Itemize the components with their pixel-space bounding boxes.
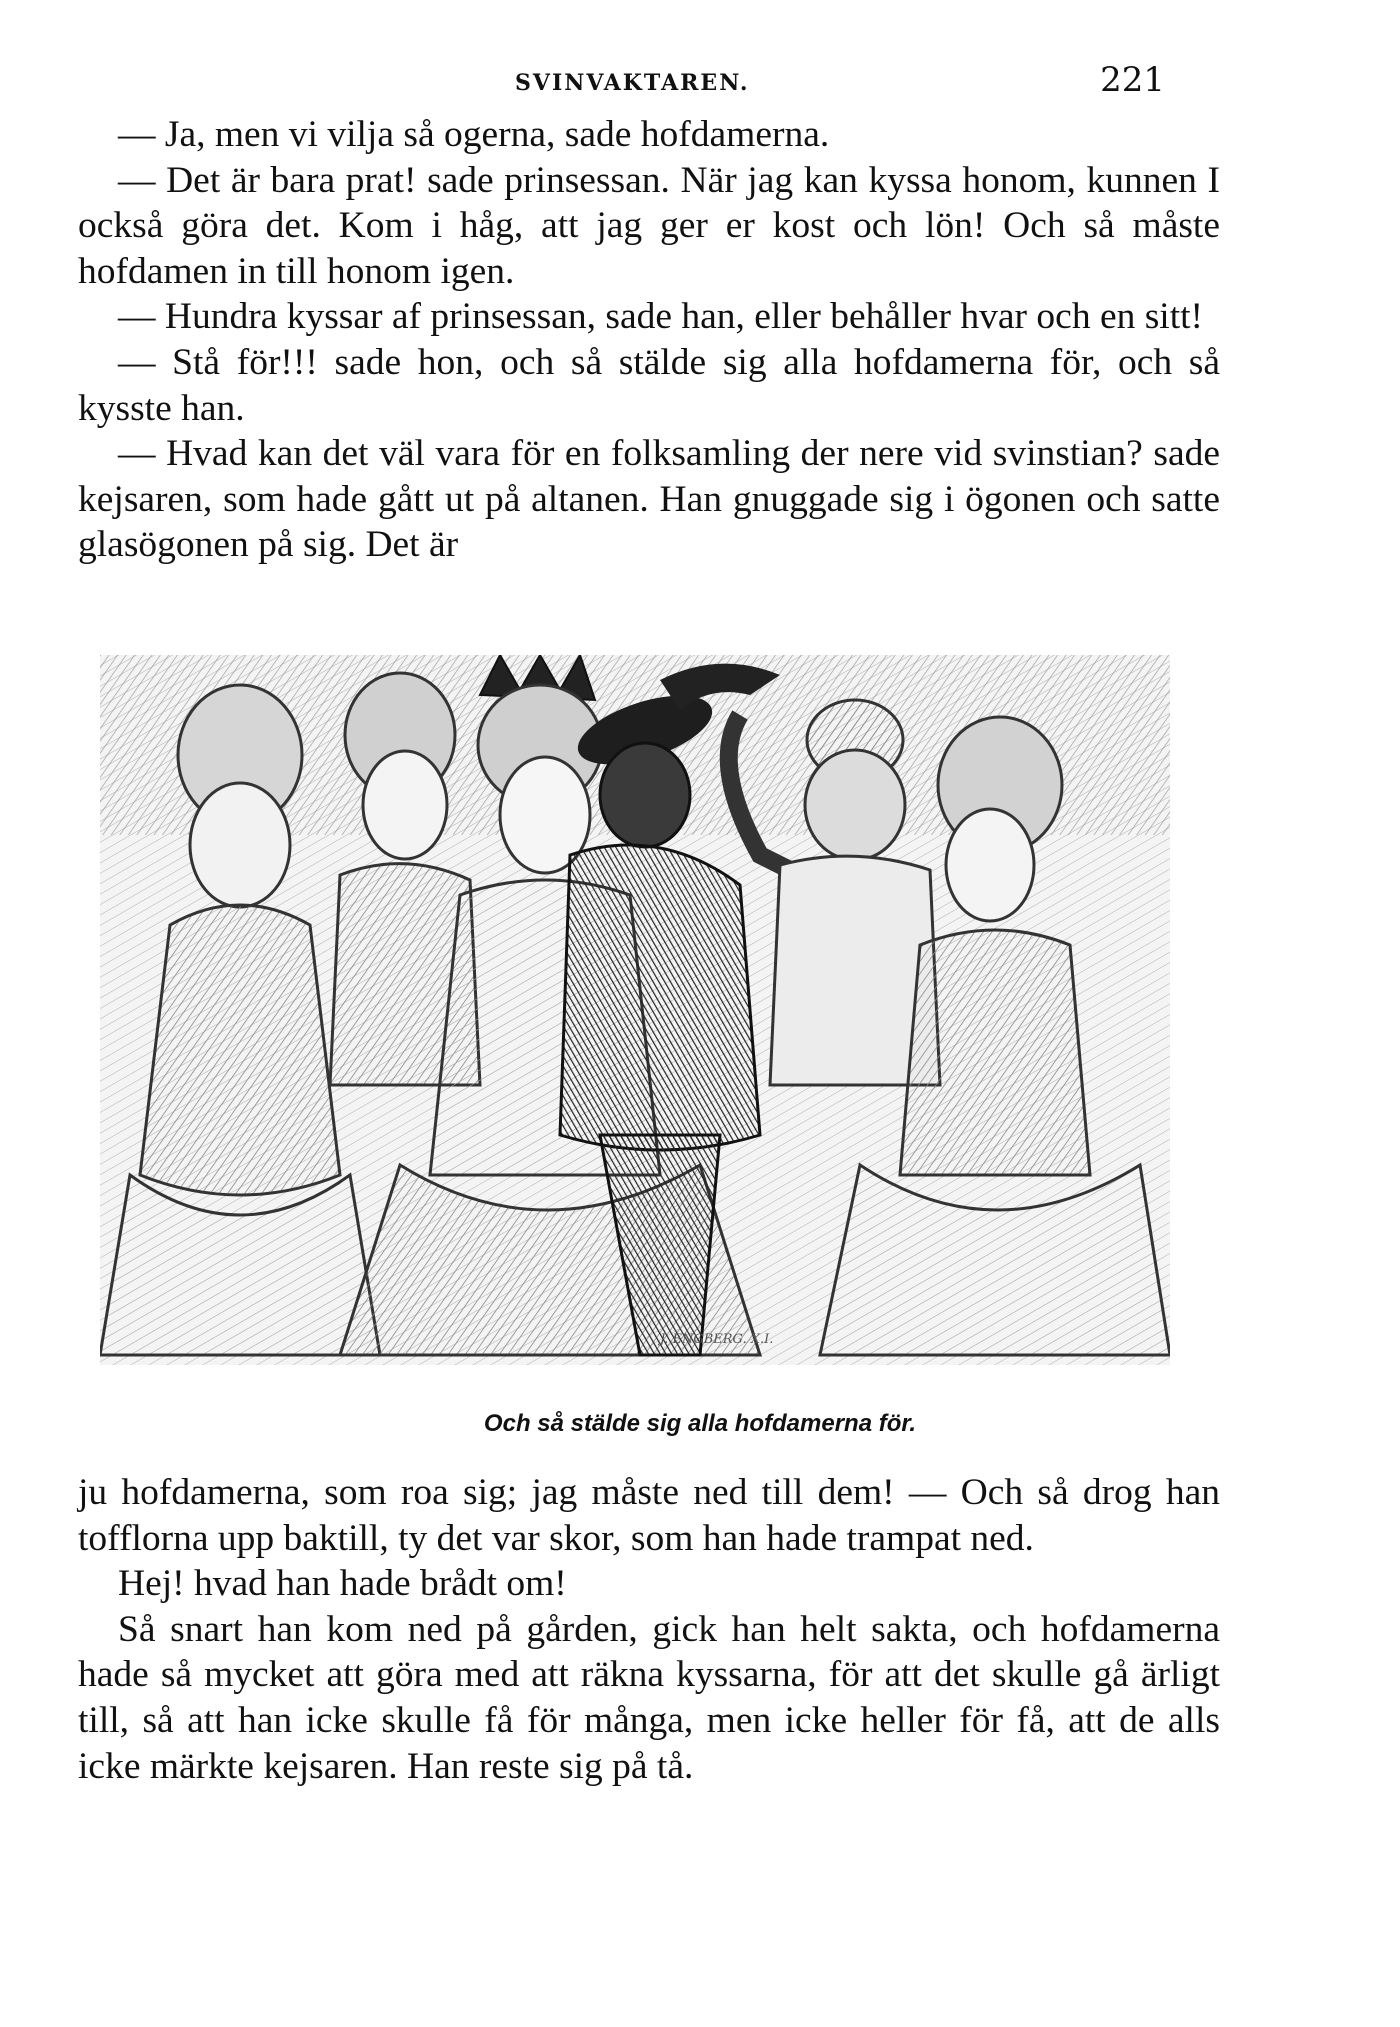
text-block-top <box>78 112 1220 568</box>
paragraph: — Hvad kan det väl vara för en folksamling der nere vid svinstian? sade kejsaren, som hade gått ut på altanen. Han gnuggade sig i ögonen och satte glasögonen på sig. Det är <box>78 433 1220 566</box>
paragraph: Hej! hvad han hade brådt om! <box>118 1563 567 1605</box>
page-number: 221 <box>1100 60 1165 100</box>
paragraph: — Ja, men vi vilja så ogerna, sade hofdamerna. <box>118 114 830 155</box>
paragraph: — Hundra kyssar af prinsessan, sade han, eller behåller hvar och en sitt! <box>118 296 1204 338</box>
paragraph: ju hofdamerna, som roa sig; jag måste ned till dem! — Och så drog han tofflorna upp baktill, ty det var skor, som han hade trampat ned. <box>78 1472 1220 1559</box>
illustration-caption: Och så stälde sig alla hofdamerna för. <box>483 1410 917 1437</box>
engraving-illustration <box>100 655 1170 1365</box>
running-head: SVINVAKTAREN. <box>515 70 750 96</box>
paragraph: — Det är bara prat! sade prinsessan. När jag kan kyssa honom, kunnen I också göra det. Kom i håg, att jag ger er kost och lön! Och så måste hofdamen in till honom igen. <box>78 159 1220 292</box>
text-block-bottom <box>78 1470 1220 1789</box>
paragraph: Så snart han kom ned på gården, gick han helt sakta, och hofdamerna hade så mycket att göra med att räkna kyssarna, för att det skulle gå ärligt till, så att han icke skulle få för många, men icke heller för få, att de alls icke märkte kejsaren. Han reste sig på tå. <box>78 1608 1220 1787</box>
paragraph: — Stå för!!! sade hon, och så stälde sig alla hofdamerna för, och så kysste han. <box>78 341 1220 429</box>
engraver-signature: J. ENGBERG. X.I. <box>660 1332 774 1347</box>
